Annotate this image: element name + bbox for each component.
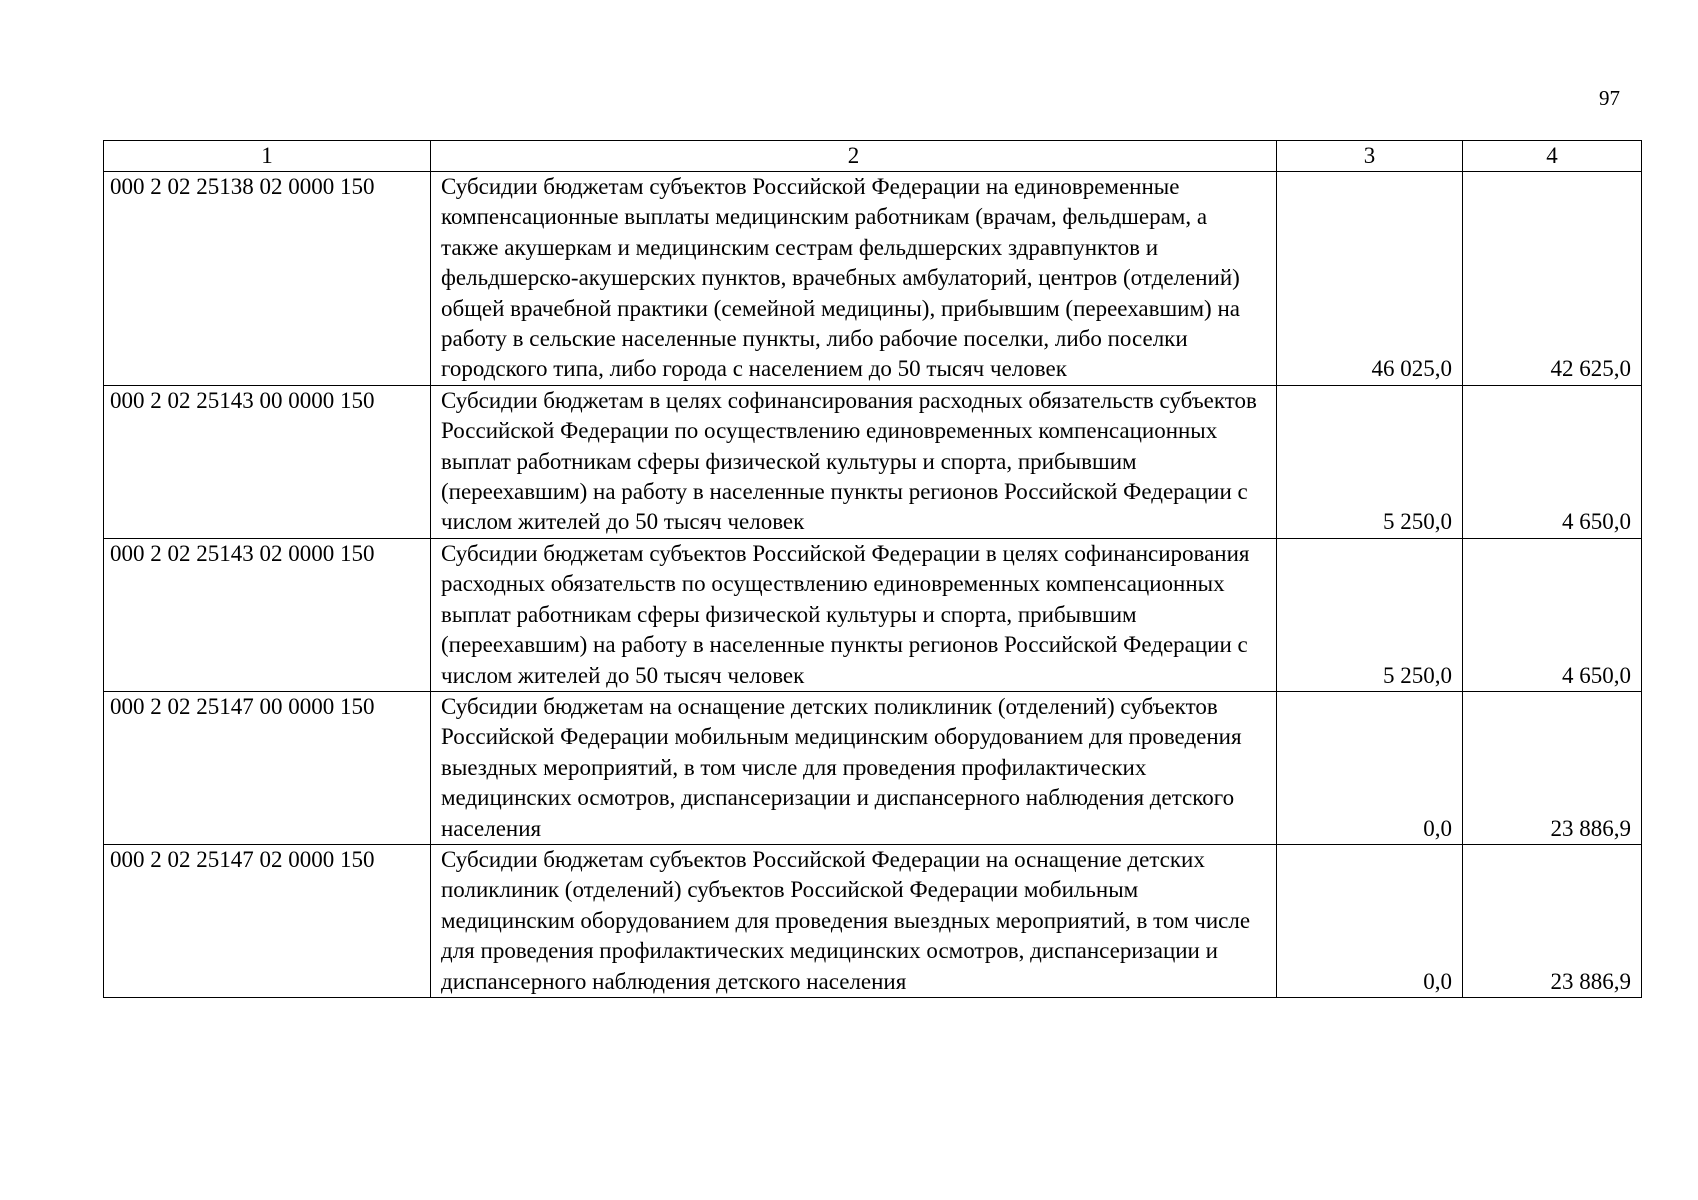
description-cell: Субсидии бюджетам субъектов Российской Федерации в целях софинансирования расходных обязательств по осуществлению единовременных компенсационных выплат работникам сферы физической культуры и спорта, прибывшим (переехавшим) на работу в населенные пункты регионов Российской Федерации с числом жителей до 50 тысяч человек [431,538,1277,691]
amount-col4-cell: 42 625,0 [1463,172,1642,386]
budget-code-cell: 000 2 02 25138 02 0000 150 [104,172,431,386]
table-row [104,538,1642,691]
table-row [104,385,1642,538]
header-row [104,141,1642,172]
budget-code-cell: 000 2 02 25147 02 0000 150 [104,844,431,997]
amount-col4-cell: 4 650,0 [1463,385,1642,538]
budget-code-cell: 000 2 02 25143 00 0000 150 [104,385,431,538]
column-header: 3 [1277,141,1463,172]
description-cell: Субсидии бюджетам в целях софинансирования расходных обязательств субъектов Российской Федерации по осуществлению единовременных компенсационных выплат работникам сферы физической культуры и спорта, прибывшим (переехавшим) на работу в населенные пункты регионов Российской Федерации с числом жителей до 50 тысяч человек [431,385,1277,538]
description-cell: Субсидии бюджетам на оснащение детских поликлиник (отделений) субъектов Российской Федерации мобильным медицинским оборудованием для проведения выездных мероприятий, в том числе для проведения профилактических медицинских осмотров, диспансеризации и диспансерного наблюдения детского населения [431,691,1277,844]
column-header: 4 [1463,141,1642,172]
amount-col4-cell: 23 886,9 [1463,691,1642,844]
table-row [104,172,1642,386]
amount-col3-cell: 46 025,0 [1277,172,1463,386]
amount-col3-cell: 0,0 [1277,691,1463,844]
description-cell: Субсидии бюджетам субъектов Российской Федерации на оснащение детских поликлиник (отделений) субъектов Российской Федерации мобильным медицинским оборудованием для проведения выездных мероприятий, в том числе для проведения профилактических медицинских осмотров, диспансеризации и диспансерного наблюдения детского населения [431,844,1277,997]
description-cell: Субсидии бюджетам субъектов Российской Федерации на единовременные компенсационные выплаты медицинским работникам (врачам, фельдшерам, а также акушеркам и медицинским сестрам фельдшерских здравпунктов и фельдшерско-акушерских пунктов, врачебных амбулаторий, центров (отделений) общей врачебной практики (семейной медицины), прибывшим (переехавшим) на работу в сельские населенные пункты, либо рабочие поселки, либо поселки городского типа, либо города с населением до 50 тысяч человек [431,172,1277,386]
column-header: 1 [104,141,431,172]
table-row [104,844,1642,997]
table-row [104,691,1642,844]
budget-table [103,140,1642,998]
amount-col4-cell: 4 650,0 [1463,538,1642,691]
page-number: 97 [1599,86,1620,110]
amount-col4-cell: 23 886,9 [1463,844,1642,997]
amount-col3-cell: 5 250,0 [1277,385,1463,538]
budget-code-cell: 000 2 02 25143 02 0000 150 [104,538,431,691]
amount-col3-cell: 0,0 [1277,844,1463,997]
budget-code-cell: 000 2 02 25147 00 0000 150 [104,691,431,844]
column-header: 2 [431,141,1277,172]
amount-col3-cell: 5 250,0 [1277,538,1463,691]
